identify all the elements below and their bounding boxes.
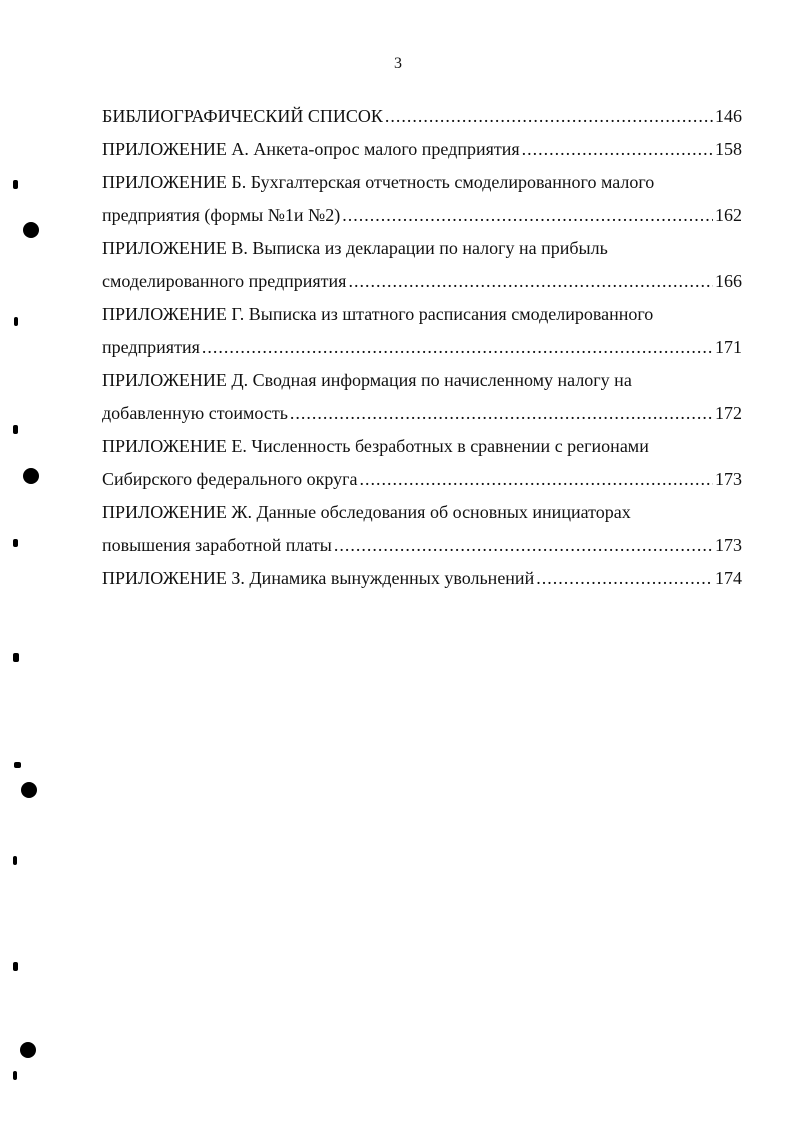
- toc-page-number: 158: [715, 139, 742, 159]
- table-of-contents: [102, 100, 742, 595]
- toc-line: [102, 199, 742, 232]
- toc-line: [102, 496, 742, 529]
- toc-dot-leader: [522, 133, 713, 166]
- toc-line: [102, 364, 742, 397]
- toc-entry-text: смоделированного предприятия: [102, 271, 347, 291]
- toc-page-number: 173: [715, 469, 742, 489]
- toc-entry-text: повышения заработной платы: [102, 535, 332, 555]
- punch-hole: [20, 1042, 36, 1058]
- toc-dot-leader: [536, 562, 713, 595]
- toc-line: [102, 331, 742, 364]
- toc-entry: [102, 232, 742, 298]
- punch-hole: [23, 468, 39, 484]
- toc-entry-text: БИБЛИОГРАФИЧЕСКИЙ СПИСОК: [102, 106, 383, 126]
- toc-entry: [102, 166, 742, 232]
- toc-dot-leader: [360, 463, 713, 496]
- toc-entry: [102, 133, 742, 166]
- toc-dot-leader: [202, 331, 713, 364]
- toc-line: [102, 298, 742, 331]
- toc-line: [102, 397, 742, 430]
- toc-entry: [102, 496, 742, 562]
- toc-page-number: 174: [715, 568, 742, 588]
- toc-line: [102, 232, 742, 265]
- toc-entry-text: добавленную стоимость: [102, 403, 288, 423]
- toc-entry: [102, 298, 742, 364]
- punch-hole: [23, 222, 39, 238]
- toc-page-number: 172: [715, 403, 742, 423]
- binding-mark: [13, 653, 19, 662]
- toc-entry-text: ПРИЛОЖЕНИЕ Г. Выписка из штатного расписания смоделированного: [102, 304, 654, 324]
- toc-page-number: 146: [715, 106, 742, 126]
- toc-line: [102, 100, 742, 133]
- page-number: 3: [394, 55, 402, 72]
- binding-mark: [13, 856, 17, 865]
- toc-line: [102, 166, 742, 199]
- binding-mark: [13, 1071, 17, 1080]
- toc-entry-text: ПРИЛОЖЕНИЕ З. Динамика вынужденных увольнений: [102, 568, 535, 588]
- toc-entry-text: ПРИЛОЖЕНИЕ Д. Сводная информация по начисленному налогу на: [102, 370, 632, 390]
- toc-line: [102, 265, 742, 298]
- toc-line: [102, 463, 742, 496]
- toc-entry: [102, 100, 742, 133]
- binding-mark: [13, 425, 18, 434]
- toc-dot-leader: [342, 199, 713, 232]
- toc-entry-text: ПРИЛОЖЕНИЕ Е. Численность безработных в сравнении с регионами: [102, 436, 649, 456]
- binding-mark: [13, 962, 18, 971]
- toc-line: [102, 430, 742, 463]
- toc-page-number: 171: [715, 337, 742, 357]
- toc-dot-leader: [348, 265, 713, 298]
- punch-hole: [21, 782, 37, 798]
- toc-page-number: 162: [715, 205, 742, 225]
- toc-entry: [102, 430, 742, 496]
- toc-entry-text: Сибирского федерального округа: [102, 469, 358, 489]
- toc-entry-text: ПРИЛОЖЕНИЕ А. Анкета-опрос малого предприятия: [102, 139, 520, 159]
- toc-entry: [102, 364, 742, 430]
- toc-dot-leader: [290, 397, 713, 430]
- toc-entry-text: ПРИЛОЖЕНИЕ В. Выписка из декларации по налогу на прибыль: [102, 238, 608, 258]
- toc-entry-text: предприятия (формы №1и №2): [102, 205, 341, 225]
- toc-entry-text: ПРИЛОЖЕНИЕ Б. Бухгалтерская отчетность смоделированного малого: [102, 172, 655, 192]
- toc-line: [102, 133, 742, 166]
- toc-entry-text: ПРИЛОЖЕНИЕ Ж. Данные обследования об основных инициаторах: [102, 502, 631, 522]
- binding-mark: [14, 317, 18, 326]
- binding-mark: [13, 180, 18, 189]
- toc-line: [102, 529, 742, 562]
- toc-page-number: 173: [715, 535, 742, 555]
- toc-entry: [102, 562, 742, 595]
- toc-line: [102, 562, 742, 595]
- binding-mark: [14, 762, 21, 768]
- binding-mark: [13, 539, 18, 547]
- toc-dot-leader: [385, 100, 713, 133]
- toc-dot-leader: [334, 529, 713, 562]
- toc-entry-text: предприятия: [102, 337, 200, 357]
- toc-page-number: 166: [715, 271, 742, 291]
